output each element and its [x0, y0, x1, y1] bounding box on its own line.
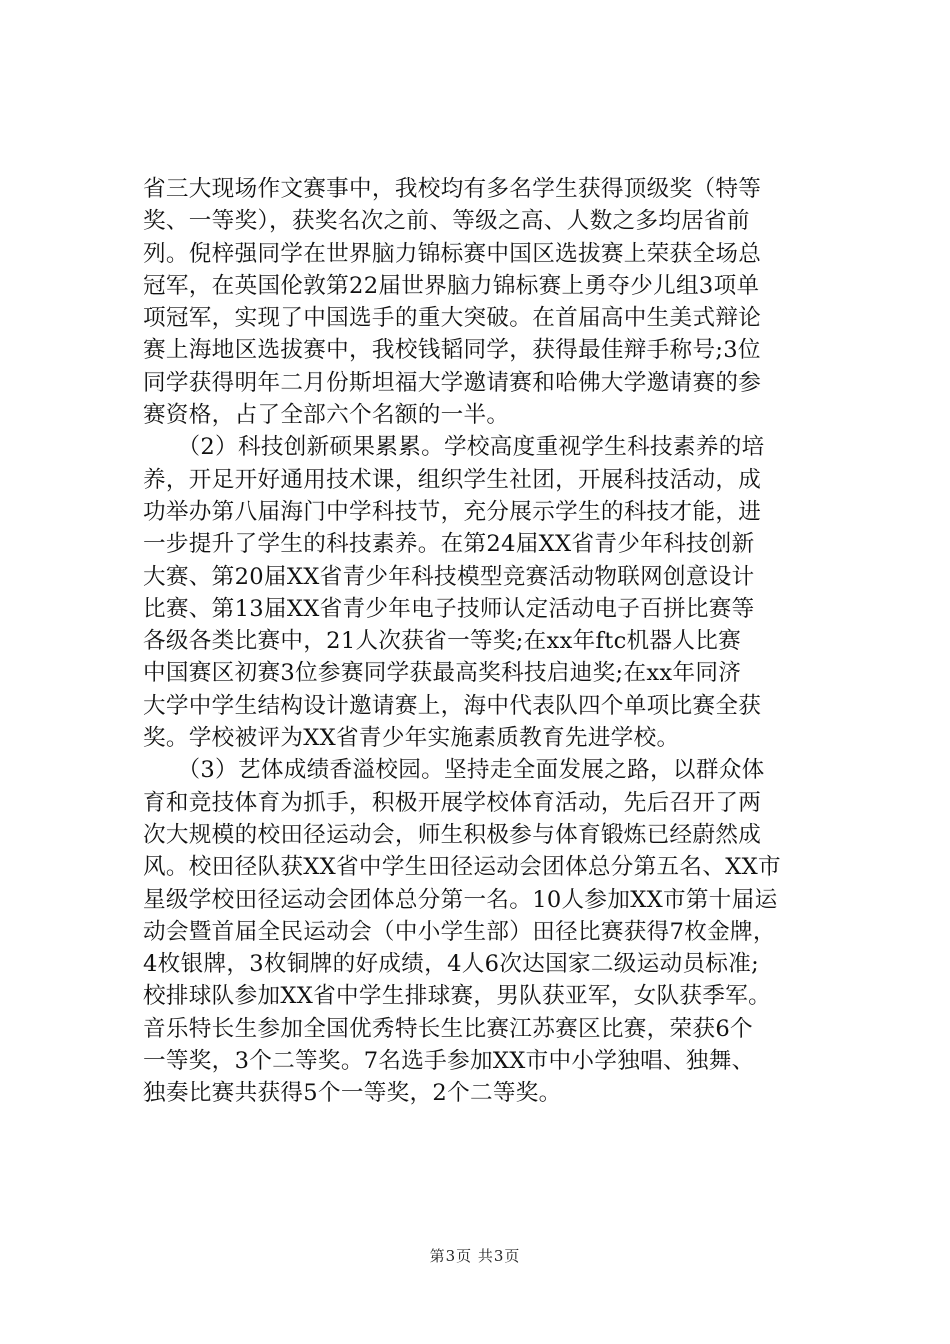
text-line: 风。校田径队获XX省中学生田径运动会团体总分第五名、XX市: [143, 854, 781, 881]
text-line: （3）艺体成绩香溢校园。坚持走全面发展之路，以群众体: [143, 757, 765, 784]
text-line: 音乐特长生参加全国优秀特长生比赛江苏赛区比赛，荣获6个: [143, 1015, 753, 1042]
text-line: 星级学校田径运动会团体总分第一名。10人参加XX市第十届运: [143, 886, 778, 913]
text-line: 赛上海地区选拔赛中，我校钱韬同学，获得最佳辩手称号;3位: [143, 337, 761, 364]
text-line: 一等奖，3个二等奖。7名选手参加XX市中小学独唱、独舞、: [143, 1048, 755, 1075]
text-line: 大赛、第20届XX省青少年科技模型竞赛活动物联网创意设计: [143, 563, 755, 590]
text-line: 省三大现场作文赛事中，我校均有多名学生获得顶级奖（特等: [143, 176, 762, 202]
text-line: 奖、一等奖），获奖名次之前、等级之高、人数之多均居省前: [143, 208, 750, 235]
text-line: 中国赛区初赛3位参赛同学获最高奖科技启迪奖;在xx年同济: [143, 660, 742, 687]
text-line: 次大规模的校田径运动会，师生积极参与体育锻炼已经蔚然成: [143, 821, 762, 848]
text-line: 养，开足开好通用技术课，组织学生社团，开展科技活动，成: [143, 466, 762, 493]
text-line: 一步提升了学生的科技素养。在第24届XX省青少年科技创新: [143, 531, 755, 558]
text-line: 冠军，在英国伦敦第22届世界脑力锦标赛上勇夺少儿组3项单: [143, 272, 760, 299]
text-line: 奖。学校被评为XX省青少年实施素质教育先进学校。: [143, 725, 680, 752]
text-line: 同学获得明年二月份斯坦福大学邀请赛和哈佛大学邀请赛的参: [143, 369, 762, 396]
document-body: [143, 173, 811, 1110]
text-line: 列。倪梓强同学在世界脑力锦标赛中国区选拔赛上荣获全场总: [143, 240, 762, 267]
text-line: 功举办第八届海门中学科技节，充分展示学生的科技才能，进: [143, 498, 762, 525]
text-line: 赛资格，占了全部六个名额的一半。: [143, 402, 510, 429]
text-line: 校排球队参加XX省中学生排球赛，男队获亚军，女队获季军。: [143, 983, 772, 1010]
text-line: 独奏比赛共获得5个一等奖，2个二等奖。: [143, 1080, 562, 1107]
text-line: 各级各类比赛中，21人次获省一等奖;在xx年ftc机器人比赛: [143, 628, 742, 655]
text-line: 项冠军，实现了中国选手的重大突破。在首届高中生美式辩论: [143, 305, 762, 332]
text-line: 大学中学生结构设计邀请赛上，海中代表队四个单项比赛全获: [143, 692, 762, 719]
page-footer: 第3页 共3页: [429, 1247, 521, 1265]
text-line: 4枚银牌，3枚铜牌的好成绩，4人6次达国家二级运动员标准;: [143, 951, 760, 978]
text-line: （2）科技创新硕果累累。学校高度重视学生科技素养的培: [143, 434, 765, 461]
text-line: 比赛、第13届XX省青少年电子技师认定活动电子百拼比赛等: [143, 595, 755, 622]
text-line: 动会暨首届全民运动会（中小学生部）田径比赛获得7枚金牌，: [143, 918, 776, 945]
text-line: 育和竞技体育为抓手，积极开展学校体育活动，先后召开了两: [143, 789, 762, 816]
